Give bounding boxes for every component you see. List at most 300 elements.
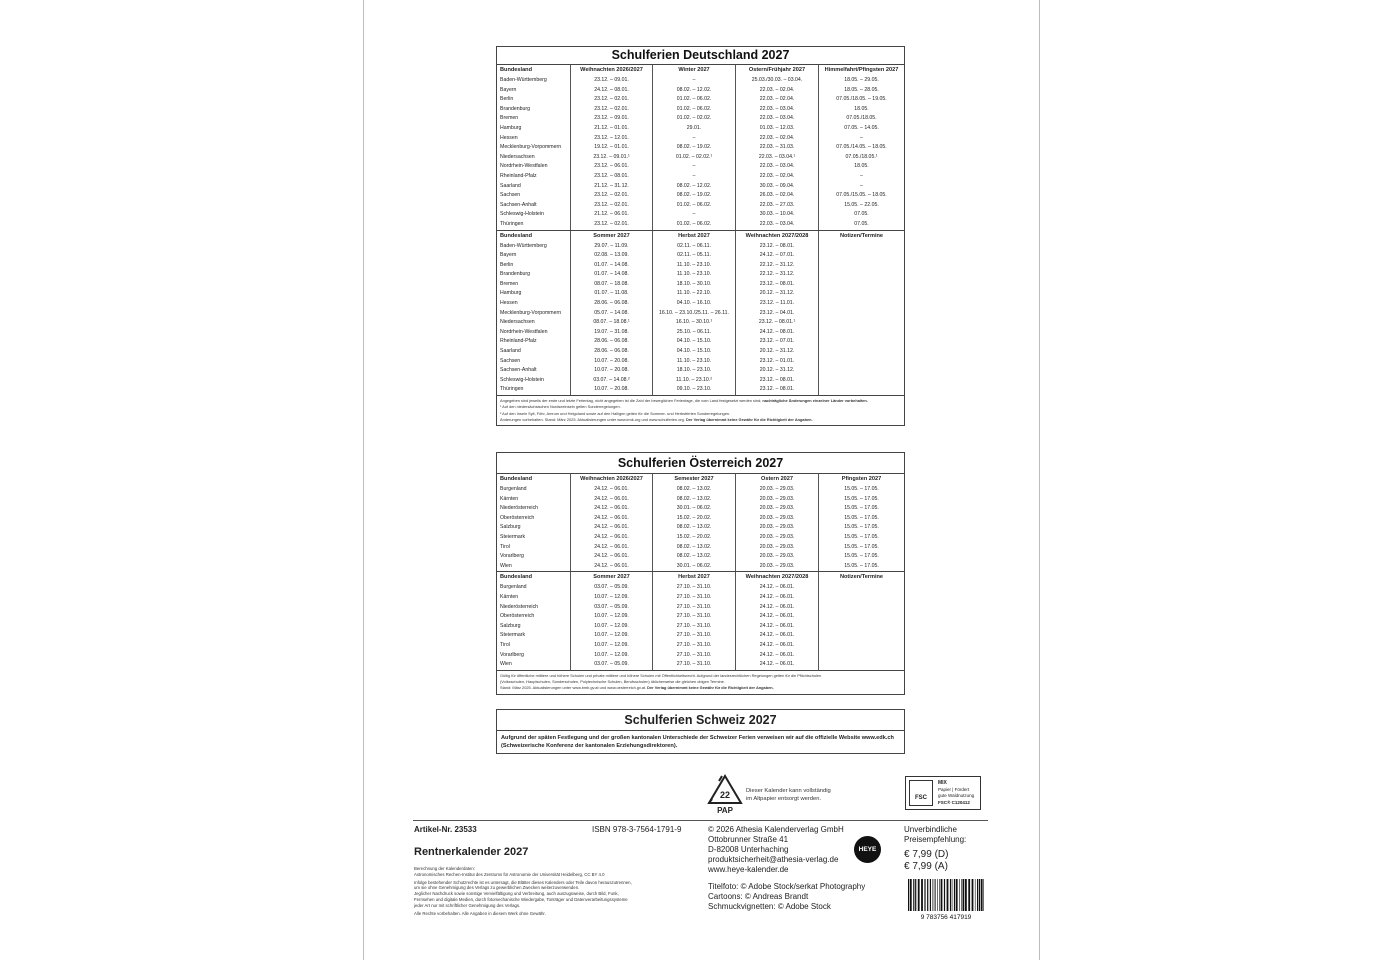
barcode-bar: [918, 879, 920, 911]
row-label: Tirol: [500, 543, 510, 550]
table-cell: 10.07. – 12.09.: [594, 641, 629, 648]
row-label: Tirol: [500, 641, 510, 648]
table-cell: 22.12. – 31.12.: [759, 271, 795, 278]
table-cell: 22.03. – 03.04.¹: [758, 153, 796, 160]
table-cell: –: [860, 182, 863, 189]
table-cell: 08.07. – 18.08.¹: [593, 319, 630, 326]
table-cell: 24.12. – 06.01.: [594, 562, 629, 569]
barcode-bar: [952, 879, 953, 911]
row-label: Burgenland: [500, 486, 527, 492]
table-cell: 23.12. – 02.01.: [594, 105, 629, 112]
table-cell: 27.10. – 31.10.: [676, 651, 712, 658]
barcode-bar: [915, 879, 916, 911]
table-cell: 27.10. – 31.10.: [676, 584, 712, 591]
table-cell: [819, 318, 904, 328]
barcode-bar: [979, 879, 980, 911]
row-label: Baden-Württemberg: [500, 77, 547, 83]
barcode-bar: [927, 879, 928, 911]
table-cell: 23.12. – 09.01.: [594, 77, 629, 83]
table-cell: 01.07. – 14.08.: [594, 271, 629, 278]
table-cell: –: [860, 172, 863, 179]
row-label: Vorarlberg: [500, 651, 524, 658]
row-label: Sachsen: [500, 192, 521, 199]
table-cell: 01.02. – 06.02.: [676, 220, 712, 227]
article-number: Artikel-Nr. 23533: [414, 825, 477, 834]
row-label: Hamburg: [500, 124, 522, 131]
table-cell: 15.05. – 22.05.: [844, 201, 879, 208]
table-cell: [819, 622, 904, 632]
legal-line: jeder Art nur mit schriftlicher Genehmigung des Verlags.: [414, 902, 521, 908]
table-cell: 11.10. – 23.10.: [676, 357, 712, 364]
column-header: Winter 2027: [678, 67, 710, 73]
barcode-bar: [944, 879, 945, 911]
table-cell: [819, 299, 904, 309]
table-cell: 25.10. – 06.11.: [676, 328, 712, 335]
table-cell: 24.12. – 06.01.: [759, 641, 795, 648]
table-germany-part1: [497, 65, 904, 230]
barcode-bar: [981, 879, 983, 911]
note-text: ² Auf den Inseln Sylt, Föhr, Amrum und Helgoland sowie auf den Halligen gelten für die Sommer- und Herbstferien Sonderregelungen.: [500, 410, 731, 416]
table-cell: 08.02. – 13.02.: [676, 553, 712, 560]
barcode-bar: [924, 879, 925, 911]
table-column: [497, 231, 571, 396]
fsc-line2: gute Waldnutzung: [938, 793, 975, 798]
table-cell: –: [692, 211, 696, 218]
table-column: [819, 231, 904, 396]
table-cell: 07.05./18.05.: [846, 115, 877, 122]
barcode-bar: [913, 879, 914, 911]
recycle-icon: [705, 773, 745, 815]
legal-line: Fernsehen und digitale Medien, durch fotomechanische Wiedergabe, Tonträger und Datenverarbeitungssysteme: [414, 896, 628, 902]
barcode-bar: [975, 879, 976, 911]
publisher-line: D-82008 Unterhaching: [708, 845, 789, 854]
table-cell: 10.07. – 20.08.: [594, 357, 629, 364]
table-cell: 20.03. – 29.03.: [759, 495, 795, 502]
table-cell: 10.07. – 12.09.: [594, 593, 629, 600]
table-cell: 23.12. – 08.01.¹: [758, 319, 796, 326]
table-cell: [819, 328, 904, 338]
table-cell: 18.10. – 23.10.: [676, 367, 712, 374]
publisher-line: Ottobrunner Straße 41: [708, 835, 789, 844]
column-header: Weihnachten 2026/2027: [580, 476, 643, 482]
table-cell: 01.02. – 02.02.¹: [675, 153, 713, 160]
barcode-bar: [947, 879, 949, 911]
credit-line: Cartoons: © Andreas Brandt: [708, 892, 809, 901]
table-cell: 16.10. – 23.10./25.11. – 26.11.: [659, 309, 729, 316]
table-cell: 03.07. – 14.08.²: [593, 376, 630, 383]
table-cell: 22.03. – 31.03.: [759, 144, 795, 151]
table-austria-part1: [497, 474, 904, 571]
table-cell: 23.12. – 09.01.: [594, 115, 629, 122]
table-cell: 20.03. – 29.03.: [759, 562, 795, 569]
table-cell: [819, 280, 904, 290]
row-label: Berlin: [500, 96, 514, 103]
table-cell: 27.10. – 31.10.: [676, 641, 712, 648]
row-label: Nordrhein-Westfalen: [500, 163, 548, 170]
recycle-number: 22: [719, 790, 731, 800]
table-cell: [819, 347, 904, 357]
table-cell: 24.12. – 06.01.: [594, 486, 629, 492]
row-label: Mecklenburg-Vorpommern: [500, 144, 562, 151]
column-header: Sommer 2027: [593, 232, 630, 239]
row-label: Baden-Württemberg: [500, 242, 547, 249]
table-cell: 21.12. – 06.01.: [594, 211, 629, 218]
table-cell: 08.02. – 19.02.: [676, 192, 712, 199]
table-cell: 20.12. – 31.12.: [759, 290, 795, 297]
row-label: Wien: [500, 661, 512, 668]
table-cell: 30.01. – 06.02.: [676, 562, 712, 569]
fsc-logo-icon: FSC: [909, 780, 933, 806]
table-cell: –: [692, 134, 696, 141]
table-austria-part2: [497, 571, 904, 669]
table-cell: 30.01. – 06.02.: [676, 505, 712, 512]
table-cell: 15.02. – 20.02.: [676, 514, 712, 521]
table-cell: 23.12. – 02.01.: [594, 201, 629, 208]
table-column: [819, 65, 904, 230]
table-cell: 20.03. – 29.03.: [759, 514, 795, 521]
row-label: Nordrhein-Westfalen: [500, 328, 548, 335]
table-cell: 08.02. – 13.02.: [676, 495, 712, 502]
table-cell: 22.03. – 02.04.: [759, 96, 795, 103]
table-column: [653, 65, 736, 230]
table-cell: 10.07. – 12.09.: [594, 632, 629, 639]
table-cell: 23.12. – 08.01.: [759, 376, 795, 383]
table-cell: 24.12. – 06.01.: [759, 661, 795, 668]
table-cell: 10.07. – 12.09.: [594, 622, 629, 629]
credit-line: Schmuckvignetten: © Adobe Stock: [708, 902, 831, 911]
column-header: Weihnachten 2027/2028: [745, 232, 809, 239]
row-label: Brandenburg: [500, 271, 530, 278]
recycle-text: [746, 787, 831, 803]
barcode-bar: [908, 879, 909, 911]
table-cell: 22.03. – 02.04.: [759, 134, 795, 141]
column-header: Ostern/Frühjahr 2027: [748, 67, 806, 73]
row-label: Wien: [500, 562, 512, 569]
table-column: [653, 474, 736, 571]
table-cell: 08.02. – 13.02.: [676, 543, 712, 550]
column-header: Ostern 2027: [760, 476, 794, 482]
legal-line: Infolge bestehender Schutzrechte ist es untersagt, die Blätter dieses Kalenders oder Teile davon herauszutrennen,: [414, 879, 632, 885]
table-cell: 10.07. – 20.08.: [594, 367, 629, 374]
table-cell: 03.07. – 05.09.: [594, 661, 629, 668]
row-label: Niedersachsen: [500, 319, 535, 326]
table-cell: –: [692, 172, 696, 179]
row-label: Hessen: [500, 134, 518, 141]
table-cell: 27.10. – 31.10.: [676, 661, 712, 668]
table-column: [653, 231, 736, 396]
table-germany-notes: [497, 395, 904, 425]
table-cell: 23.12. – 06.01.: [594, 163, 629, 170]
row-label: Burgenland: [500, 584, 527, 591]
table-column: [497, 65, 571, 230]
table-cell: 16.10. – 30.10.¹: [675, 319, 713, 326]
table-cell: [819, 337, 904, 347]
table-cell: 10.07. – 20.08.: [594, 386, 629, 393]
table-cell: 15.05. – 17.05.: [844, 514, 879, 521]
barcode-bar: [977, 879, 978, 911]
recycle-text-line: im Altpapier entsorgt werden.: [746, 796, 822, 802]
table-cell: 07.05.: [854, 220, 869, 227]
column-header: Sommer 2027: [593, 574, 630, 581]
publisher-line: www.heye-kalender.de: [708, 865, 789, 874]
table-cell: [819, 385, 904, 395]
table-cell: 23.12. – 08.01.: [594, 172, 629, 179]
note-text: nachträgliche Änderungen einzelner Länder vorbehalten.: [762, 398, 868, 403]
fsc-label: [905, 776, 981, 810]
row-label: Bayern: [500, 86, 517, 93]
table-cell: 03.07. – 05.09.: [594, 584, 629, 591]
table-cell: [819, 631, 904, 641]
table-cell: 24.12. – 06.01.: [759, 622, 795, 629]
barcode-bar: [968, 879, 970, 911]
table-cell: [819, 651, 904, 661]
barcode-bar: [935, 879, 936, 911]
row-label: Rheinland-Pfalz: [500, 338, 537, 345]
table-cell: 08.02. – 13.02.: [676, 524, 712, 531]
table-cell: 23.12. – 02.01.: [594, 192, 629, 199]
table-column: [571, 572, 653, 669]
barcode-bar: [934, 879, 935, 911]
note-text: Stand: März 2025. Aktualisierungen unter www.bmb.gv.at und www.oesterreich.gv.at.: [500, 685, 647, 691]
table-cell: 07.05./18.05.¹: [845, 153, 878, 160]
credits: [708, 882, 865, 912]
fsc-code: FSC® C120412: [938, 800, 970, 805]
table-column: [571, 231, 653, 396]
table-cell: 07.05./18.05. – 19.05.: [836, 96, 887, 103]
column-header: Pfingsten 2027: [841, 476, 882, 482]
table-cell: 18.05. – 29.05.: [844, 77, 879, 83]
divider: [413, 820, 988, 821]
table-cell: 20.03. – 29.03.: [759, 543, 795, 550]
table-cell: 20.12. – 31.12.: [759, 348, 795, 355]
table-cell: 30.03. – 09.04.: [759, 182, 795, 189]
table-cell: 08.02. – 12.02.: [676, 86, 712, 93]
table-cell: 18.05.: [854, 163, 869, 170]
table-cell: 30.03. – 10.04.: [759, 211, 795, 218]
row-label: Hessen: [500, 300, 518, 307]
table-switzerland-title: Schulferien Schweiz 2027: [497, 710, 904, 731]
table-cell: 18.10. – 30.10.: [676, 280, 712, 287]
barcode-bar: [941, 879, 943, 911]
switzerland-text: Aufgrund der späten Festlegung und der großen kantonalen Unterschiede der Schweizer Ferien verweisen wir auf die offizielle Website www.edk.ch (Schweizerische Konferenz der kantonalen Erziehungsdirektoren).: [501, 735, 894, 749]
barcode-bar: [933, 879, 934, 911]
row-label: Thüringen: [500, 220, 524, 227]
row-label: Schleswig-Holstein: [500, 211, 544, 218]
table-column: [736, 572, 819, 669]
table-cell: 24.12. – 06.01.: [594, 495, 629, 502]
price-a: € 7,99 (A): [904, 861, 948, 872]
table-cell: 07.05.: [854, 211, 869, 218]
table-cell: 24.12. – 06.01.: [759, 603, 795, 610]
table-austria-title: Schulferien Österreich 2027: [497, 453, 904, 474]
table-cell: 23.12. – 07.01.: [759, 338, 795, 345]
barcode-bar: [959, 879, 960, 911]
table-cell: 11.10. – 23.10.: [676, 261, 712, 268]
row-label: Sachsen-Anhalt: [500, 201, 537, 208]
table-cell: 22.03. – 03.04.: [759, 220, 795, 227]
table-cell: 15.05. – 17.05.: [844, 486, 879, 492]
table-cell: 08.02. – 13.02.: [676, 486, 712, 492]
barcode-bar: [950, 879, 951, 911]
table-cell: 22.03. – 03.04.: [759, 163, 795, 170]
table-column: [736, 474, 819, 571]
table-switzerland: [496, 709, 905, 754]
table-cell: 01.02. – 06.02.: [676, 201, 712, 208]
table-cell: 20.03. – 29.03.: [759, 553, 795, 560]
table-cell: [819, 583, 904, 593]
row-label: Kärnten: [500, 593, 519, 600]
barcode-bar: [939, 879, 940, 911]
table-cell: 24.12. – 06.01.: [594, 505, 629, 512]
barcode: [904, 878, 988, 920]
table-cell: 01.07. – 14.08.: [594, 261, 629, 268]
table-cell: 21.12. – 01.01.: [594, 124, 629, 131]
table-cell: 15.05. – 17.05.: [844, 562, 879, 569]
column-header: Bundesland: [500, 574, 533, 581]
table-cell: 15.05. – 17.05.: [844, 553, 879, 560]
table-cell: [819, 376, 904, 386]
table-cell: [819, 289, 904, 299]
table-cell: 20.03. – 29.03.: [759, 505, 795, 512]
note-text: Der Verlag übernimmt keine Gewähr für die Richtigkeit der Angaben.: [686, 416, 813, 422]
publisher-info: [708, 825, 844, 875]
row-label: Niedersachsen: [500, 153, 535, 160]
row-label: Salzburg: [500, 524, 521, 531]
table-cell: 24.12. – 06.01.: [759, 593, 795, 600]
table-cell: 20.03. – 29.03.: [759, 486, 795, 492]
note-text: ¹ Auf den niedersächsischen Nordseeinseln gelten Sonderregelungen.: [500, 404, 621, 410]
table-cell: 04.10. – 16.10.: [676, 300, 712, 307]
row-label: Niederösterreich: [500, 505, 539, 512]
recycle-code: PAP: [717, 806, 733, 815]
barcode-bar: [961, 879, 962, 911]
table-cell: 24.12. – 06.01.: [594, 533, 629, 540]
table-cell: 08.07. – 18.08.: [594, 280, 629, 287]
table-cell: 20.03. – 29.03.: [759, 533, 795, 540]
table-cell: 23.12. – 11.01.: [759, 300, 795, 307]
row-label: Sachsen: [500, 357, 521, 364]
row-label: Bremen: [500, 115, 519, 122]
table-cell: 21.12. – 31.12.: [594, 182, 629, 189]
barcode-bar: [965, 879, 967, 911]
table-cell: 27.10. – 31.10.: [676, 613, 712, 620]
row-label: Bremen: [500, 280, 519, 287]
credit-line: Titelfoto: © Adobe Stock/serkat Photography: [708, 882, 866, 891]
table-cell: 29.01.: [686, 124, 702, 131]
table-cell: 27.10. – 31.10.: [676, 622, 712, 629]
table-cell: [819, 270, 904, 280]
table-cell: 24.12. – 06.01.: [759, 651, 795, 658]
table-cell: 24.12. – 06.01.: [759, 584, 795, 591]
heye-logo: HEYE: [854, 836, 881, 863]
table-cell: 15.05. – 17.05.: [844, 524, 879, 531]
table-cell: 25.03./30.03. – 03.04.: [751, 77, 803, 83]
legal-text: [414, 866, 632, 916]
row-label: Saarland: [500, 182, 521, 189]
table-cell: [819, 251, 904, 261]
table-cell: 01.02. – 02.02.: [676, 115, 712, 122]
table-cell: [819, 603, 904, 613]
product-title: Rentnerkalender 2027: [414, 846, 529, 858]
fsc-mix: MIX: [938, 780, 947, 786]
barcode-bar: [983, 879, 984, 911]
table-cell: 27.10. – 31.10.: [676, 603, 712, 610]
table-cell: 23.12. – 09.01.¹: [593, 153, 630, 160]
table-cell: 28.06. – 06.08.: [594, 300, 629, 307]
publisher-line: © 2026 Athesia Kalenderverlag GmbH: [708, 825, 844, 834]
table-cell: 23.12. – 12.01.: [594, 134, 629, 141]
table-column: [736, 231, 819, 396]
row-label: Berlin: [500, 261, 514, 268]
table-column: [653, 572, 736, 669]
table-cell: 23.12. – 08.01.: [759, 386, 795, 393]
table-cell: 15.05. – 17.05.: [844, 533, 879, 540]
table-cell: 05.07. – 14.08.: [594, 309, 629, 316]
barcode-bar: [937, 879, 938, 911]
column-header: Weihnachten 2027/2028: [745, 574, 809, 581]
table-cell: 24.12. – 06.01.: [594, 524, 629, 531]
table-cell: [819, 357, 904, 367]
barcode-bar: [963, 879, 965, 911]
table-cell: [819, 309, 904, 319]
table-cell: 23.12. – 08.01.: [759, 242, 795, 249]
table-cell: [819, 641, 904, 651]
row-label: Schleswig-Holstein: [500, 376, 544, 383]
table-cell: 29.07. – 11.09.: [594, 242, 629, 249]
row-label: Steiermark: [500, 632, 526, 639]
barcode-bar: [910, 879, 912, 911]
table-cell: 22.12. – 31.12.: [759, 261, 795, 268]
row-label: Oberösterreich: [500, 613, 535, 620]
column-header: Herbst 2027: [678, 574, 710, 581]
table-cell: 23.12. – 04.01.: [759, 309, 795, 316]
column-header: Bundesland: [500, 476, 533, 482]
legal-line: um sie ohne Genehmigung des Verlags zu gewerblichen Zwecken weiterzuverwenden.: [414, 885, 580, 891]
table-cell: 15.05. – 17.05.: [844, 543, 879, 550]
table-cell: 24.12. – 06.01.: [594, 543, 629, 550]
table-column: [736, 65, 819, 230]
table-cell: 15.05. – 17.05.: [844, 505, 879, 512]
table-cell: 07.05./14.05. – 18.05.: [836, 144, 887, 151]
row-label: Oberösterreich: [500, 514, 535, 521]
row-label: Rheinland-Pfalz: [500, 172, 537, 179]
recycle-text-line: Dieser Kalender kann vollständig: [746, 788, 831, 794]
note-text: Änderungen vorbehalten. Stand: März 2025. Aktualisierungen unter www.kmk.org und www.schulferien.org.: [500, 416, 685, 422]
table-cell: 09.10. – 23.10.: [676, 386, 712, 393]
barcode-bar: [930, 879, 931, 911]
table-cell: 03.07. – 05.09.: [594, 603, 629, 610]
table-column: [571, 474, 653, 571]
column-header: Bundesland: [500, 67, 533, 73]
table-column: [571, 65, 653, 230]
table-cell: 19.07. – 31.08.: [594, 328, 629, 335]
column-header: Herbst 2027: [678, 232, 710, 239]
table-cell: 24.12. – 06.01.: [759, 632, 795, 639]
row-label: Salzburg: [500, 622, 521, 629]
row-label: Vorarlberg: [500, 553, 524, 560]
table-cell: 10.07. – 12.09.: [594, 651, 629, 658]
barcode-bar: [956, 879, 958, 911]
table-column: [819, 474, 904, 571]
row-label: Thüringen: [500, 386, 524, 393]
row-label: Steiermark: [500, 533, 526, 540]
table-cell: 11.10. – 22.10.: [676, 290, 712, 297]
row-label: Brandenburg: [500, 105, 530, 112]
table-cell: 28.06. – 06.08.: [594, 348, 629, 355]
barcode-bar: [954, 879, 955, 911]
table-column: [819, 572, 904, 669]
table-cell: –: [692, 77, 696, 83]
